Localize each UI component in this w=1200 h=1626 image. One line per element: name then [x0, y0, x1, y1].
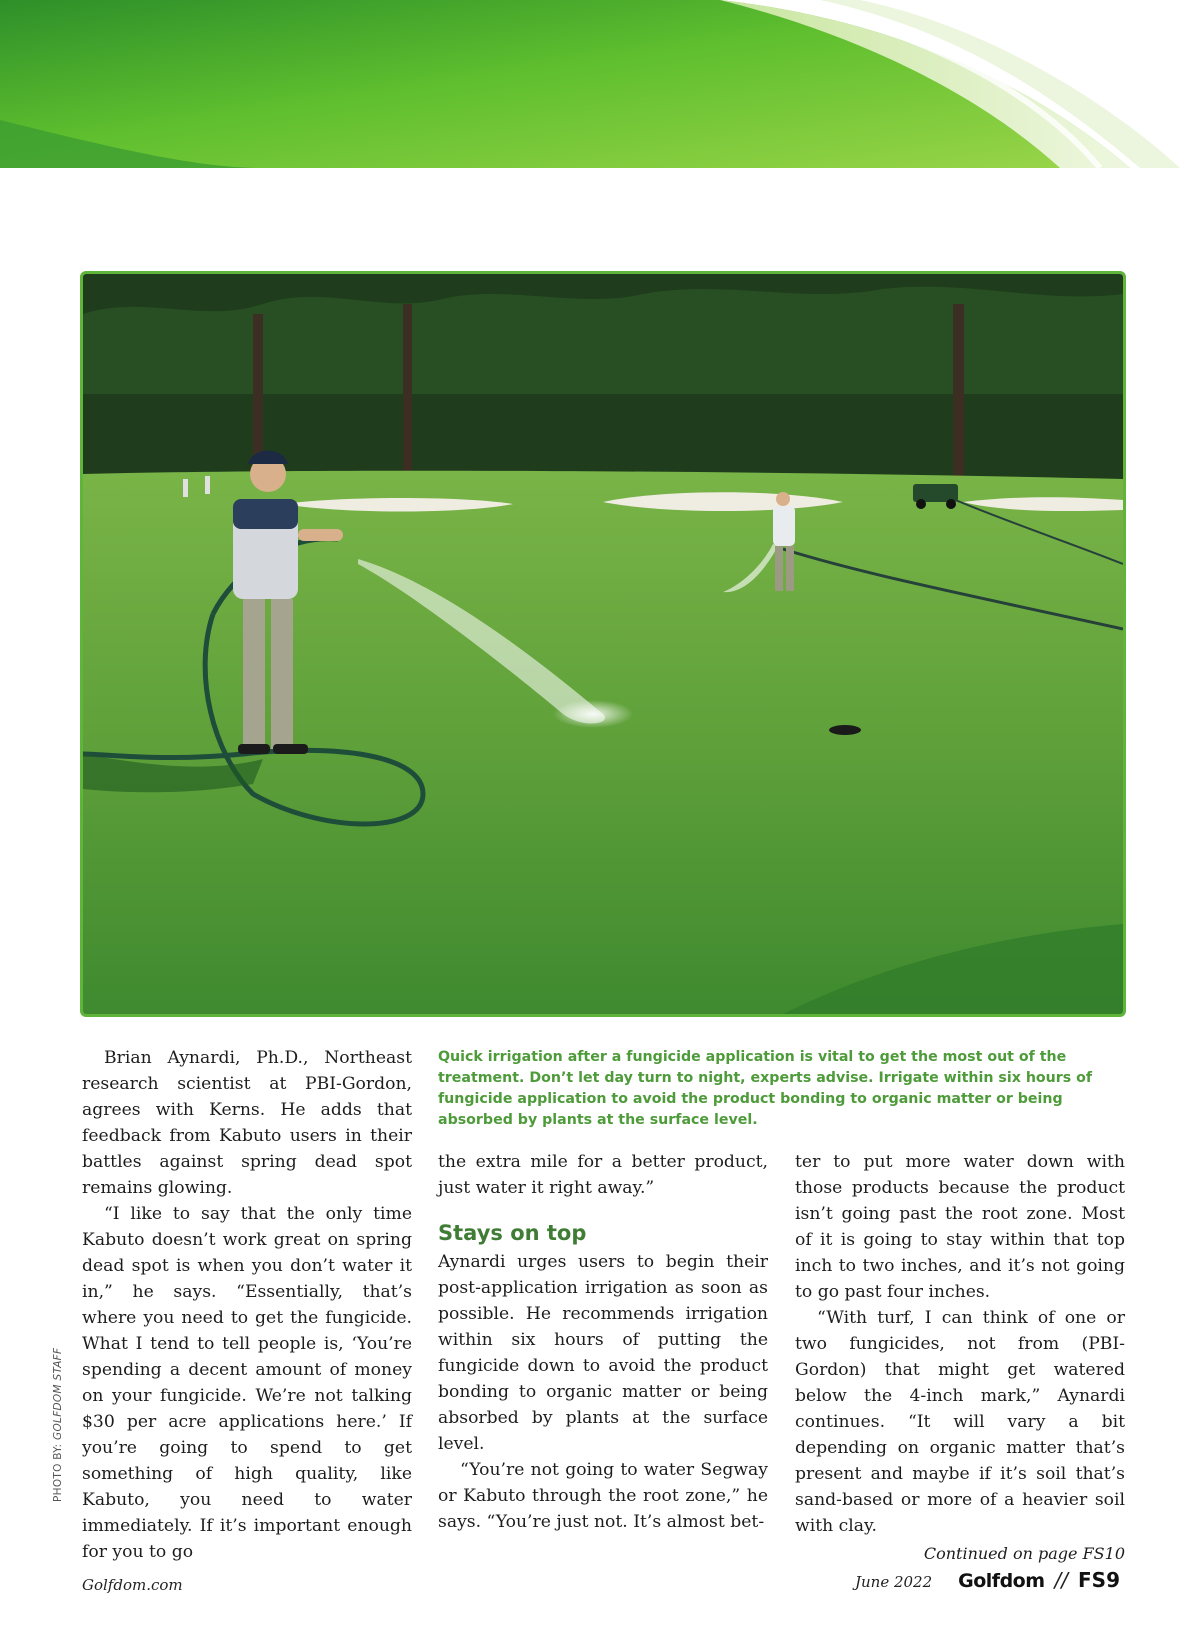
section-subhead: Stays on top [438, 1221, 587, 1245]
photo-caption: Quick irrigation after a fungicide application is vital to get the most out of the treatment. Don’t let day turn to night, experts advise. Irrigate within six hours of fungicide application to avoid the product bonding to organic matter or being absorbed by plants at the surface level. [438, 1049, 1093, 1128]
paragraph-continuation: the extra mile for a better product, just water it right away.” [438, 1152, 768, 1198]
photo-credit [52, 1348, 64, 1502]
footer-website[interactable]: Golfdom.com [82, 1576, 183, 1594]
paragraph: “With turf, I can think of one or two fungicides, not from (PBI-Gordon) that might get watered below the 4-inch mark,” Aynardi continues. “It will vary a bit depending on organic matter that’s present and maybe if it’s soil that’s sand-based or more of a heavier soil with clay. [795, 1308, 1125, 1536]
footer-brand: Golfdom [958, 1570, 1045, 1592]
footer-page-number: FS9 [1078, 1568, 1120, 1592]
paragraph: “I like to say that the only time Kabuto doesn’t work great on spring dead spot is when you don’t water it in,” he says. “Essentially, that’s where you need to get the fungicide. What I tend to tell people is, ‘You’re spending a decent amount of money on your fungicide. We’re not talking $30 per acre applications here.’ If you’re going to spend to get something of high quality, like Kabuto, you need to water immediately. If it’s important enough for you to go [82, 1204, 412, 1562]
paragraph: ter to put more water down with those products because the product isn’t going past the root zone. Most of it is going to stay within that top inch to two inches, and it’s not going to go past four inches. [795, 1152, 1125, 1302]
article-column-1 [82, 1045, 412, 1565]
header-banner [0, 0, 1200, 168]
article-column-3 [795, 1149, 1125, 1567]
article-photo [80, 271, 1126, 1017]
article-column-2 [438, 1149, 768, 1535]
photo-credit-prefix: PHOTO BY: [52, 1439, 64, 1502]
paragraph: Brian Aynardi, Ph.D., Northeast research scientist at PBI-Gordon, agrees with Kerns. He adds that feedback from Kabuto users in their battles against spring dead spot remains glowing. [82, 1048, 412, 1198]
footer-separator: // [1054, 1568, 1069, 1592]
photo-credit-name: GOLFDOM STAFF [52, 1347, 64, 1440]
continued-link[interactable]: Continued on page FS10 [923, 1544, 1125, 1563]
footer-date: June 2022 [854, 1573, 933, 1591]
footer-folio [855, 1568, 1120, 1592]
paragraph: “You’re not going to water Segway or Kabuto through the root zone,” he says. “You’re just not. It’s almost bet- [438, 1460, 768, 1532]
paragraph: Aynardi urges users to begin their post-application irrigation as soon as possible. He recommends irrigation within six hours of putting the fungicide down to avoid the product bonding to organic matter or being absorbed by plants at the surface level. [438, 1252, 768, 1454]
